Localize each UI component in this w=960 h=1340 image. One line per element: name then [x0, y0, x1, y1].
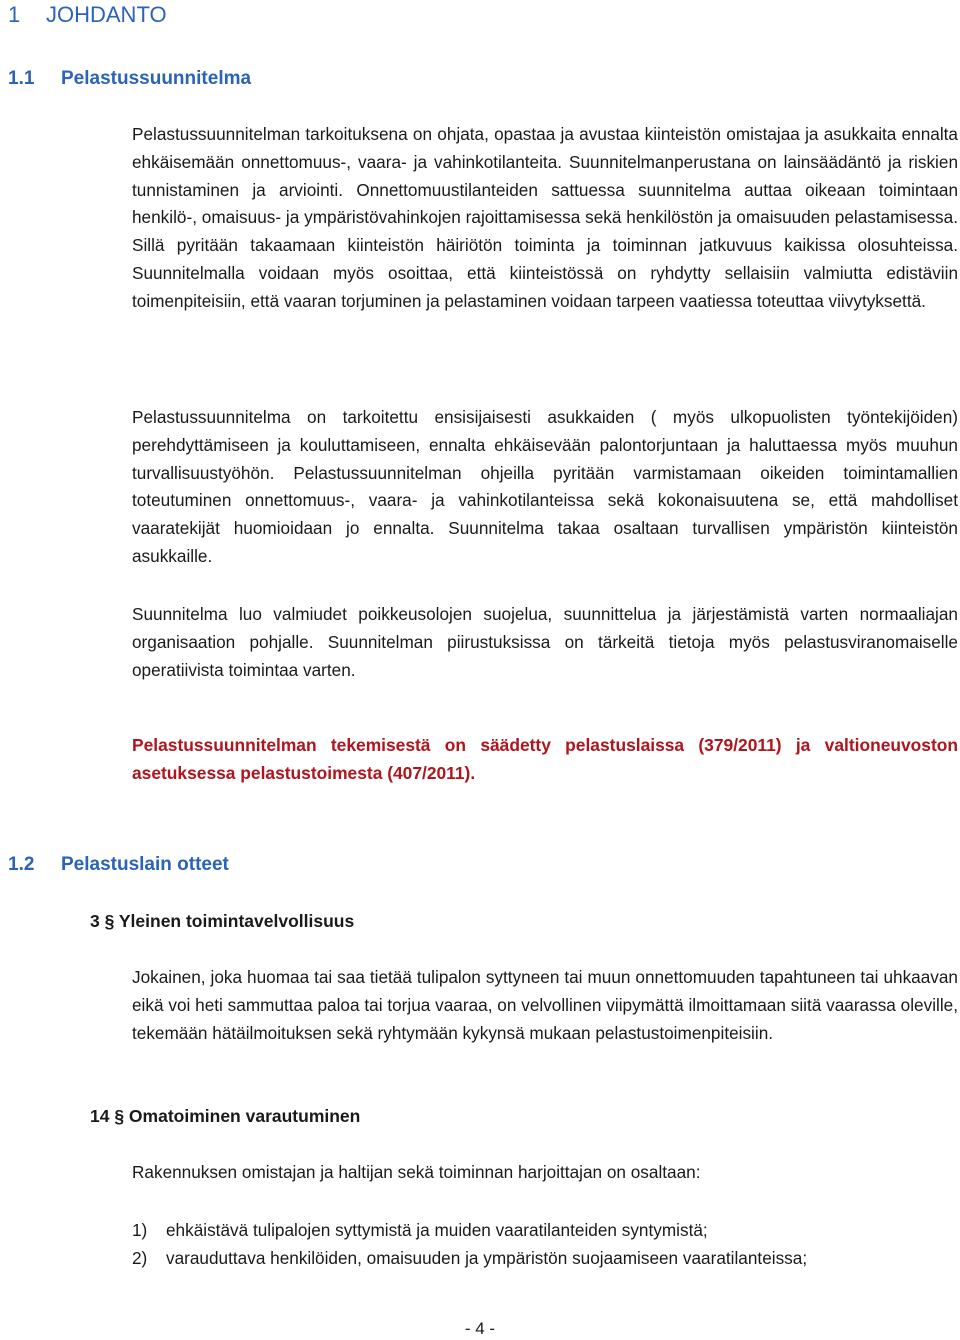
chapter-number: 1: [8, 2, 21, 27]
section-heading-1-1: [8, 66, 251, 92]
article-3-text: Jokainen, joka huomaa tai saa tietää tulipalon syttyneen tai muun onnettomuuden tapahtuneen tai uhkaavan eikä voi heti sammuttaa paloa tai torjua vaaraa, on velvollinen viipymättä ilmoittamaan siitä vaarassa oleville, tekemään hätäilmoituksen sekä ryhtymään kykynsä mukaan pelastustoimenpiteisiin.: [132, 967, 958, 1043]
article-14-intro: Rakennuksen omistajan ja haltijan sekä toiminnan harjoittajan on osaltaan:: [132, 1162, 701, 1182]
list-marker: 1): [132, 1220, 148, 1240]
list-item: [132, 1244, 958, 1272]
list-item: [132, 1216, 958, 1244]
paragraph-purpose: Pelastussuunnitelman tarkoituksena on ohjata, opastaa ja avustaa kiinteistön omistajaa ja asukkaita ennalta ehkäisemään onnettomuus-, vaara- ja vahinkotilanteita. Suunnitelmanperustana on lainsäädäntö ja riskien tunnistaminen ja arviointi. Onnettomuustilanteiden sattuessa suunnitelma auttaa oikeaan toimintaan henkilö-, omaisuus- ja ympäristövahinkojen rajoittamisessa sekä henkilöstön ja omaisuuden pelastamisessa. Sillä pyritään takaamaan kiinteistön häiriötön toiminta ja toiminnan jatkuvuus kaikissa olosuhteissa. Suunnitelmalla voidaan myös osoittaa, että kiinteistössä on ryhdytty sellaisiin valmiutta edistäviin toimenpiteisiin, että vaaran torjuminen ja pelastaminen voidaan tarpeen vaatiessa toteuttaa viivytyksettä.: [132, 124, 958, 311]
article-14-list: [132, 1216, 958, 1272]
paragraph-preparedness: Suunnitelma luo valmiudet poikkeusolojen suojelua, suunnittelua ja järjestämistä varten normaaliajan organisaation pohjalle. Suunnitelman piirustuksissa on tärkeitä tietoja myös pelastusviranomaiselle operatiivista toimintaa varten.: [132, 604, 958, 680]
article-14-heading: 14 § Omatoiminen varautuminen: [90, 1106, 361, 1126]
chapter-title: JOHDANTO: [46, 2, 167, 27]
section-title: Pelastuslain otteet: [61, 854, 229, 875]
section-heading-1-2: [8, 852, 229, 878]
article-3-heading: 3 § Yleinen toimintavelvollisuus: [90, 911, 355, 931]
list-marker: 2): [132, 1248, 148, 1268]
paragraph-target-audience: Pelastussuunnitelma on tarkoitettu ensisijaisesti asukkaiden ( myös ulkopuolisten työntekijöiden) perehdyttämiseen ja kouluttamiseen, ennalta ehkäisevään palontorjuntaan ja haluttaessa myös muuhun turvallisuustyöhön. Pelastussuunnitelman ohjeilla pyritään varmistamaan oikeiden toimintamallien toteutuminen onnettomuus-, vaara- ja vahinkotilanteissa sekä kokonaisuutena se, että mahdolliset vaaratekijät huomioidaan jo ennalta. Suunnitelma takaa osaltaan turvallisen ympäristön kiinteistön asukkaille.: [132, 407, 958, 566]
page-number: - 4 -: [464, 1319, 496, 1338]
section-title: Pelastussuunnitelma: [61, 68, 252, 89]
section-number: 1.1: [8, 68, 35, 89]
chapter-heading: [8, 0, 167, 30]
legal-note: Pelastussuunnitelman tekemisestä on säädetty pelastuslaissa (379/2011) ja valtioneuvoston asetuksessa pelastustoimesta (407/2011).: [132, 735, 958, 783]
list-item-text: ehkäistävä tulipalojen syttymistä ja muiden vaaratilanteiden syntymistä;: [166, 1220, 708, 1240]
list-item-text: varauduttava henkilöiden, omaisuuden ja ympäristön suojaamiseen vaaratilanteissa;: [166, 1248, 808, 1268]
section-number: 1.2: [8, 854, 35, 875]
